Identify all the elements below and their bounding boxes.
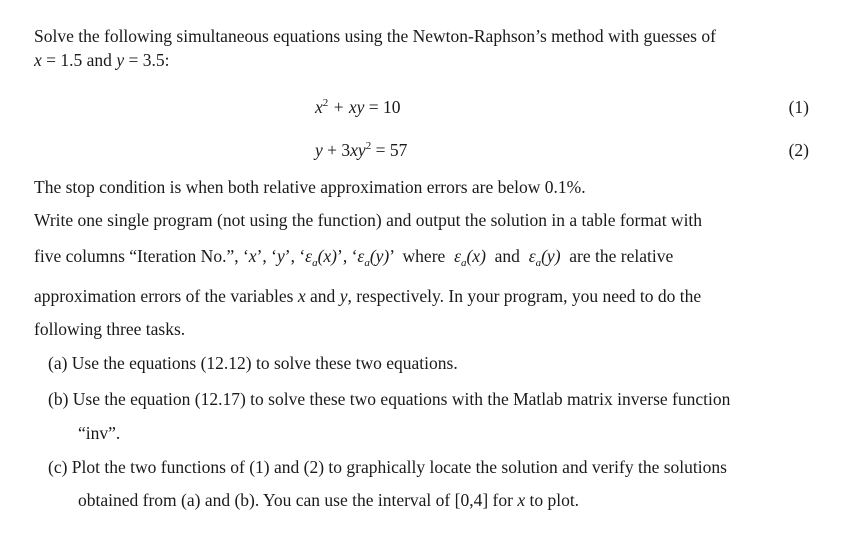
subscript-a-x: a bbox=[312, 257, 318, 269]
program-line-1: Write one single program (not using the function) and output the solution in a table format with bbox=[34, 210, 703, 230]
where-word: where bbox=[402, 246, 446, 266]
of-x: (x) bbox=[317, 246, 338, 266]
sep-3: ’, ‘ bbox=[337, 246, 358, 266]
epsilon-y: ε bbox=[357, 246, 365, 266]
program-line-3 bbox=[34, 285, 701, 307]
task-b-line-1: (b) Use the equation (12.17) to solve these two equations with the Matlab matrix inverse function bbox=[48, 389, 731, 409]
eq1-exponent: 2 bbox=[322, 97, 329, 109]
stop-condition: The stop condition is when both relative approximation errors are below 0.1%. bbox=[34, 177, 586, 197]
line3-start: approximation errors of the variables bbox=[34, 286, 298, 306]
subscript-a-y-2: a bbox=[535, 257, 542, 269]
equation-1 bbox=[315, 96, 401, 121]
eq2-term-xy: xy bbox=[350, 140, 366, 160]
program-line-4: following three tasks. bbox=[34, 319, 186, 339]
close-quote: ’ bbox=[389, 246, 394, 266]
eq2-term-y: y bbox=[315, 140, 323, 160]
task-c-line-1: (c) Plot the two functions of (1) and (2) to graphically locate the solution and verify the solutions bbox=[48, 457, 727, 477]
equation-1-number: (1) bbox=[788, 97, 809, 117]
task-c-line-2 bbox=[78, 489, 579, 511]
epsilon-x: ε bbox=[305, 246, 313, 266]
task-b-line-2: “inv”. bbox=[78, 423, 121, 443]
of-x-2: (x) bbox=[466, 246, 486, 266]
eq2-exponent: 2 bbox=[365, 140, 372, 152]
eq2-rhs: = 57 bbox=[371, 140, 408, 160]
sep-2: ’, ‘ bbox=[284, 246, 306, 266]
eq1-term-x: x bbox=[315, 97, 323, 117]
epsilon-x-2: ε bbox=[454, 246, 461, 266]
intro-line-2 bbox=[34, 49, 169, 71]
task-a: (a) Use the equations (12.12) to solve these two equations. bbox=[48, 353, 458, 373]
line3-and: and bbox=[305, 286, 340, 306]
and-word-2: and bbox=[494, 246, 520, 266]
eq1-rhs: = 10 bbox=[364, 97, 401, 117]
y-initial-value: = 3.5: bbox=[128, 50, 170, 70]
equation-2-number: (2) bbox=[788, 140, 809, 160]
sep-1: ’, ‘ bbox=[256, 246, 277, 266]
subscript-a-y: a bbox=[364, 257, 370, 269]
are-relative: are the relative bbox=[569, 246, 674, 266]
intro-line-1: Solve the following simultaneous equations using the Newton-Raphson’s method with guesses of bbox=[34, 26, 716, 46]
of-y: (y) bbox=[369, 246, 390, 266]
eq1-term-xy: + xy bbox=[328, 97, 365, 117]
and-word: and bbox=[86, 50, 112, 70]
eq2-plus-3: + 3 bbox=[322, 140, 351, 160]
col-y: y bbox=[276, 246, 285, 266]
of-y-2: (y) bbox=[541, 246, 561, 266]
task-c-x: x bbox=[517, 490, 526, 510]
x-initial-value: = 1.5 bbox=[46, 50, 83, 70]
line3-y: y bbox=[339, 286, 348, 306]
line3-x: x bbox=[297, 286, 306, 306]
task-c-end: to plot. bbox=[525, 490, 580, 510]
line3-end: , respectively. In your program, you need to do the bbox=[347, 286, 702, 306]
x-variable: x bbox=[34, 50, 42, 70]
columns-text: five columns “Iteration No.”, ‘ bbox=[34, 246, 249, 266]
epsilon-y-2: ε bbox=[528, 246, 536, 266]
subscript-a-x-2: a bbox=[460, 257, 467, 269]
equation-2 bbox=[315, 139, 407, 164]
y-variable: y bbox=[116, 50, 125, 70]
program-line-2 bbox=[34, 245, 673, 270]
task-c-text: obtained from (a) and (b). You can use the interval of [0,4] for bbox=[78, 490, 518, 510]
col-x: x bbox=[248, 246, 257, 266]
